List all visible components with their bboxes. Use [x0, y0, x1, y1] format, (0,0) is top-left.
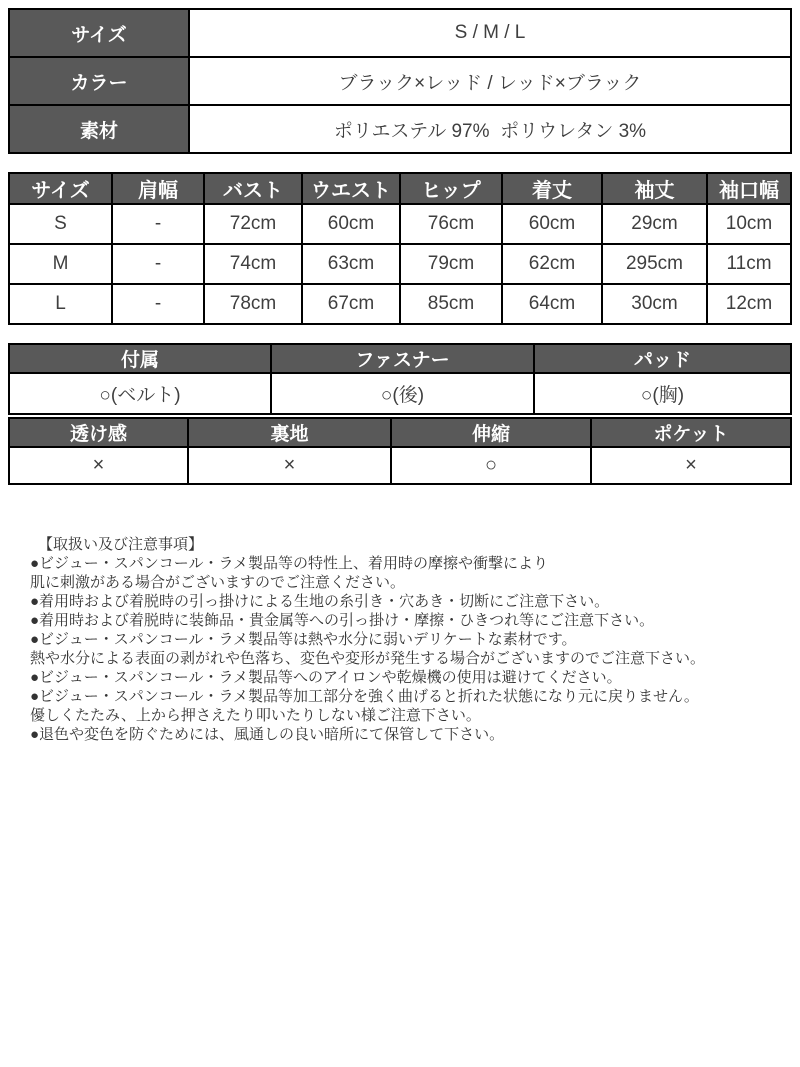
cell: -: [112, 244, 204, 284]
spec-value-material: ポリエステル 97% ポリウレタン 3%: [189, 105, 791, 153]
col-header-lining: 裏地: [188, 418, 391, 447]
basic-spec-table: [8, 8, 792, 154]
col-header-cuff: 袖口幅: [707, 173, 791, 204]
col-header-pad: パッド: [534, 344, 791, 373]
table-row: [9, 105, 791, 153]
spec-label-color: カラー: [9, 57, 189, 105]
spec-label-size: サイズ: [9, 9, 189, 57]
value-pocket: ×: [591, 447, 791, 484]
table-row-size-m: [9, 244, 791, 284]
cell: 78cm: [204, 284, 302, 324]
cell: L: [9, 284, 112, 324]
cell: 295cm: [602, 244, 707, 284]
col-header-bust: バスト: [204, 173, 302, 204]
table-row-size-l: [9, 284, 791, 324]
cell: 60cm: [502, 204, 602, 244]
care-notes-line: ●ビジュー・スパンコール・ラメ製品等の特性上、着用時の摩擦や衝撃により: [30, 555, 549, 572]
cell: 62cm: [502, 244, 602, 284]
features-b-header-row: [9, 418, 791, 447]
care-notes-title: 【取扱い及び注意事項】: [38, 536, 204, 553]
spec-label-material: 素材: [9, 105, 189, 153]
cell: 85cm: [400, 284, 502, 324]
spec-value-color: ブラック×レッド / レッド×ブラック: [189, 57, 791, 105]
col-header-length: 着丈: [502, 173, 602, 204]
care-notes-line: ●着用時および着脱時の引っ掛けによる生地の糸引き・穴あき・切断にご注意下さい。: [30, 593, 610, 610]
table-row-size-s: [9, 204, 791, 244]
cell: 29cm: [602, 204, 707, 244]
col-header-hip: ヒップ: [400, 173, 502, 204]
table-row: [9, 9, 791, 57]
features-table-b: [8, 417, 792, 485]
cell: 72cm: [204, 204, 302, 244]
features-a-header-row: [9, 344, 791, 373]
col-header-stretch: 伸縮: [391, 418, 591, 447]
table-row: [9, 57, 791, 105]
value-pad: ○(胸): [534, 373, 791, 414]
cell: 60cm: [302, 204, 400, 244]
care-notes-line: 優しくたたみ、上から押さえたり叩いたりしない様ご注意下さい。: [30, 707, 481, 724]
col-header-size: サイズ: [9, 173, 112, 204]
col-header-fastener: ファスナー: [271, 344, 534, 373]
col-header-sheerness: 透け感: [9, 418, 188, 447]
value-lining: ×: [188, 447, 391, 484]
value-stretch: ○: [391, 447, 591, 484]
care-notes-line: ●ビジュー・スパンコール・ラメ製品等は熱や水分に弱いデリケートな素材です。: [30, 631, 577, 648]
cell: -: [112, 284, 204, 324]
features-b-value-row: [9, 447, 791, 484]
cell: M: [9, 244, 112, 284]
care-notes-line: ●ビジュー・スパンコール・ラメ製品等へのアイロンや乾燥機の使用は避けてください。: [30, 669, 622, 686]
col-header-sleeve: 袖丈: [602, 173, 707, 204]
care-notes-line: ●着用時および着脱時に装飾品・貴金属等への引っ掛け・摩擦・ひきつれ等にご注意下さい。: [30, 612, 655, 629]
cell: -: [112, 204, 204, 244]
col-header-waist: ウエスト: [302, 173, 400, 204]
col-header-accessory: 付属: [9, 344, 271, 373]
col-header-pocket: ポケット: [591, 418, 791, 447]
cell: 67cm: [302, 284, 400, 324]
value-fastener: ○(後): [271, 373, 534, 414]
size-chart-table: [8, 172, 792, 325]
cell: 12cm: [707, 284, 791, 324]
cell: 64cm: [502, 284, 602, 324]
col-header-shoulder: 肩幅: [112, 173, 204, 204]
care-notes-line: 肌に刺激がある場合がございますのでご注意ください。: [30, 574, 406, 591]
cell: 79cm: [400, 244, 502, 284]
size-chart-header-row: [9, 173, 791, 204]
cell: 30cm: [602, 284, 707, 324]
value-accessory: ○(ベルト): [9, 373, 271, 414]
care-notes-line: ●退色や変色を防ぐためには、風通しの良い暗所にて保管して下さい。: [30, 726, 505, 743]
care-notes-line: ●ビジュー・スパンコール・ラメ製品等加工部分を強く曲げると折れた状態になり元に戻りません。: [30, 688, 699, 705]
spec-value-size: S / M / L: [189, 9, 791, 57]
care-notes: [30, 535, 770, 744]
value-sheerness: ×: [9, 447, 188, 484]
cell: 76cm: [400, 204, 502, 244]
cell: 63cm: [302, 244, 400, 284]
features-a-value-row: [9, 373, 791, 414]
cell: S: [9, 204, 112, 244]
cell: 74cm: [204, 244, 302, 284]
care-notes-line: 熱や水分による表面の剥がれや色落ち、変色や変形が発生する場合がございますのでご注意下さい。: [30, 650, 706, 667]
features-table-a: [8, 343, 792, 415]
cell: 10cm: [707, 204, 791, 244]
cell: 11cm: [707, 244, 791, 284]
